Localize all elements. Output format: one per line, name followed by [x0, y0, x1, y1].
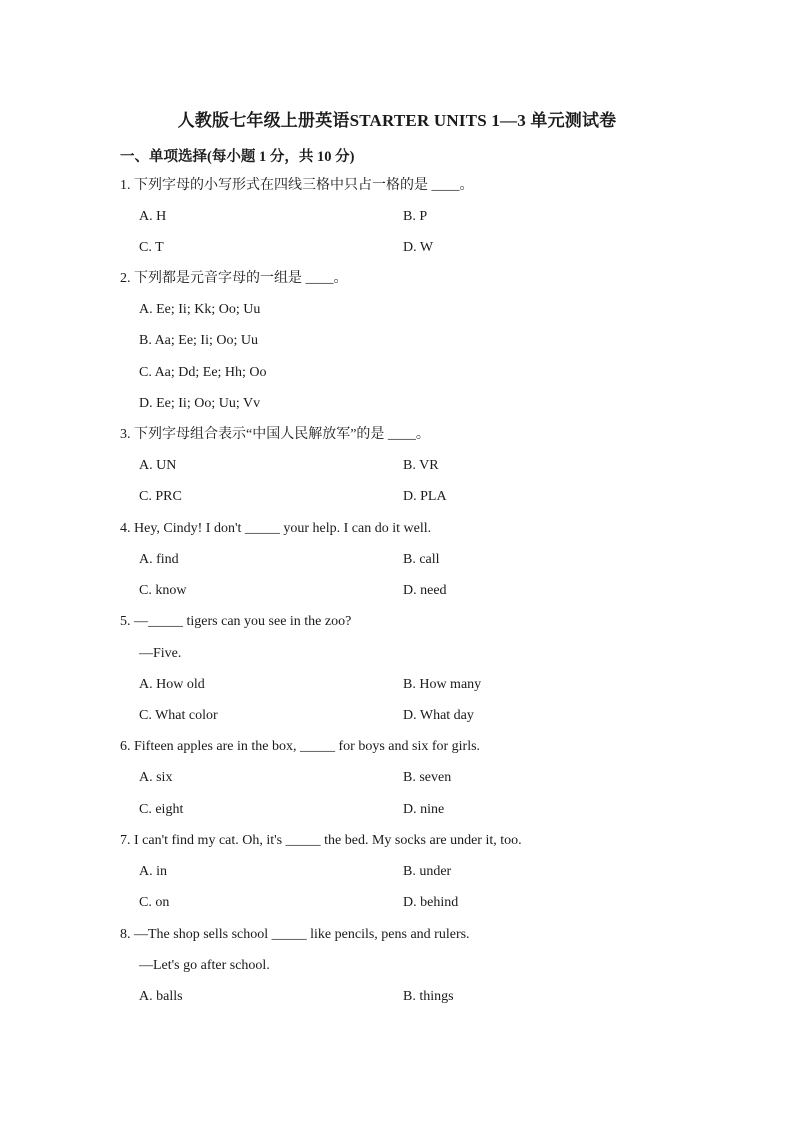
q2-option-a[interactable]: A. Ee; Ii; Kk; Oo; Uu [139, 302, 261, 317]
q5-option-d[interactable]: D. What day [403, 708, 474, 723]
q8-option-a[interactable]: A. balls [139, 989, 183, 1004]
question-4: 4. Hey, Cindy! I don't _____ your help. I can do it well. [120, 521, 432, 536]
q7-option-c[interactable]: C. on [139, 895, 170, 910]
question-2: 2. 下列都是元音字母的一组是 ____。 [120, 271, 348, 286]
q4-option-c[interactable]: C. know [139, 583, 187, 598]
q4-option-a[interactable]: A. find [139, 552, 179, 567]
question-8: 8. —The shop sells school _____ like pencils, pens and rulers. [120, 927, 470, 942]
question-1: 1. 下列字母的小写形式在四线三格中只占一格的是 ____。 [120, 178, 474, 193]
q7-option-a[interactable]: A. in [139, 864, 167, 879]
q2-option-c[interactable]: C. Aa; Dd; Ee; Hh; Oo [139, 365, 267, 380]
question-7: 7. I can't find my cat. Oh, it's _____ the bed. My socks are under it, too. [120, 833, 522, 848]
q5-option-b[interactable]: B. How many [403, 677, 482, 692]
q7-option-b[interactable]: B. under [403, 864, 452, 879]
q1-option-a[interactable]: A. H [139, 209, 167, 224]
q2-option-d[interactable]: D. Ee; Ii; Oo; Uu; Vv [139, 396, 261, 411]
q8-reply: —Let's go after school. [139, 958, 270, 973]
q4-option-b[interactable]: B. call [403, 552, 440, 567]
q1-option-c[interactable]: C. T [139, 240, 164, 255]
q4-option-d[interactable]: D. need [403, 583, 447, 598]
q6-option-c[interactable]: C. eight [139, 802, 184, 817]
q5-option-a[interactable]: A. How old [139, 677, 205, 692]
q7-option-d[interactable]: D. behind [403, 895, 459, 910]
q3-option-c[interactable]: C. PRC [139, 489, 182, 504]
q6-option-b[interactable]: B. seven [403, 770, 452, 785]
q3-option-b[interactable]: B. VR [403, 458, 439, 473]
q6-option-d[interactable]: D. nine [403, 802, 445, 817]
q5-reply: —Five. [139, 646, 182, 661]
q8-option-b[interactable]: B. things [403, 989, 454, 1004]
q2-option-b[interactable]: B. Aa; Ee; Ii; Oo; Uu [139, 333, 258, 348]
question-6: 6. Fifteen apples are in the box, _____ for boys and six for girls. [120, 739, 481, 754]
q5-option-c[interactable]: C. What color [139, 708, 218, 723]
q3-option-a[interactable]: A. UN [139, 458, 177, 473]
q1-option-b[interactable]: B. P [403, 209, 428, 224]
question-3: 3. 下列字母组合表示“中国人民解放军”的是 ____。 [120, 427, 430, 442]
page-title: 人教版七年级上册英语STARTER UNITS 1—3 单元测试卷 [177, 111, 617, 130]
question-5: 5. —_____ tigers can you see in the zoo? [120, 614, 352, 629]
q3-option-d[interactable]: D. PLA [403, 489, 447, 504]
q6-option-a[interactable]: A. six [139, 770, 173, 785]
q1-option-d[interactable]: D. W [403, 240, 434, 255]
section-heading: 一、单项选择(每小题 1 分，共 10 分) [120, 149, 355, 165]
